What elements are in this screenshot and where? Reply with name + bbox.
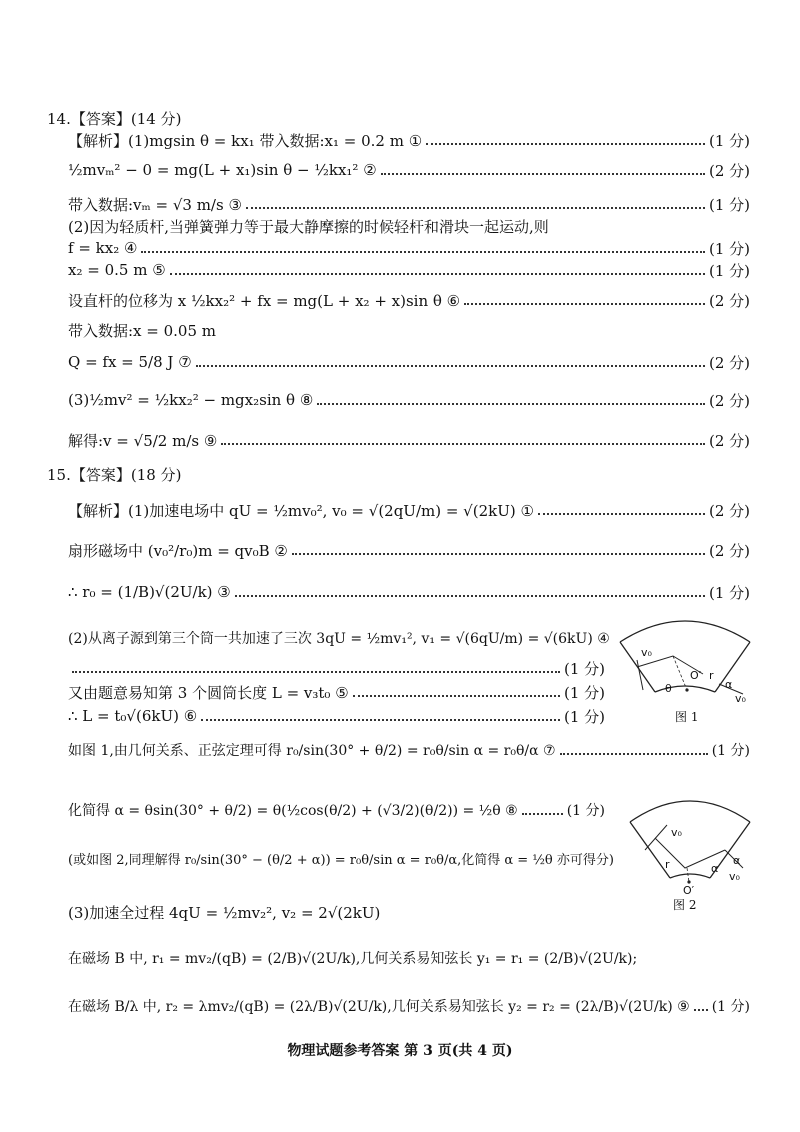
fig2-label-r: r [665,858,670,871]
q14-line-5: f = kx₂ ④ (1 分) [68,239,750,258]
dot-leader [201,719,560,721]
q14-line-9: Q = fx = 5/8 J ⑦ (2 分) [68,353,750,372]
q14-header: 14.【答案】(14 分) [47,109,182,128]
dot-leader [292,553,705,555]
dot-leader [221,443,705,445]
dot-leader [141,251,705,253]
dot-leader [72,671,560,673]
dot-leader [170,273,705,275]
q15-line-3: ∴ r₀ = (1/B)√(2U/k) ③ (1 分) [68,583,750,602]
q15-header: 15.【答案】(18 分) [47,465,182,484]
fig1-label-v0-right: v₀ [735,692,746,705]
q15-line-2: 扇形磁场中 (v₀²/r₀)m = qv₀B ② (2 分) [68,541,750,560]
fig1-label-o-prime: O′ [690,669,702,682]
q15-line-4: (2)从离子源到第三个筒一共加速了三次 3qU = ½mv₁², v₁ = √(6qU/m) = √(6kU) ④ [68,631,610,647]
fig2-label-v0-right: v₀ [729,870,740,883]
q15-line-1: 【解析】(1)加速电场中 qU = ½mv₀², v₀ = √(2qU/m) = √(2kU) ① (2 分) [68,501,750,520]
page-footer: 物理试题参考答案 第 3 页(共 4 页) [287,1043,513,1059]
q14-line-1: 【解析】(1)mgsin θ = kx₁ 带入数据:x₁ = 0.2 m ① (1 分) [68,131,750,150]
sector-diagram-1 [615,612,755,707]
q14-line-2: ½mvₘ² − 0 = mg(L + x₁)sin θ − ½kx₁² ② (2 分) [68,161,750,180]
fig2-caption: 图 2 [673,898,697,912]
fig1-caption: 图 1 [675,710,699,724]
q14-line-11: 解得:v = √5/2 m/s ⑨ (2 分) [68,431,750,450]
fig2-label-alpha: α [711,862,719,875]
fig1-label-alpha: α [725,678,733,691]
q14-line-6: x₂ = 0.5 m ⑤ (1 分) [68,261,750,280]
figure-1 [615,612,755,724]
q15-line-10: (或如图 2,同理解得 r₀/sin(30° − (θ/2 + α)) = r₀θ/sin α = r₀θ/α,化简得 α = ½θ 亦可得分) [68,852,614,868]
dot-leader [235,595,705,597]
q15-line-11: (3)加速全过程 4qU = ½mv₂², v₂ = 2√(2kU) [68,903,381,922]
q15-line-13: 在磁场 B/λ 中, r₂ = λmv₂/(qB) = (2λ/B)√(2U/k),几何关系易知弦长 y₂ = r₂ = (2λ/B)√(2U/k) ⑨ (1 分) [68,999,750,1015]
fig1-label-theta: θ [665,682,672,695]
dot-leader [381,173,705,175]
q14-line-3: 带入数据:vₘ = √3 m/s ③ (1 分) [68,195,750,214]
q15-line-6: 又由题意易知第 3 个圆筒长度 L = v₃t₀ ⑤ (1 分) [68,683,605,702]
dot-leader [522,813,563,815]
q14-line-4: (2)因为轻质杆,当弹簧弹力等于最大静摩擦的时候轻杆和滑块一起运动,则 [68,217,549,236]
q15-line-8: 如图 1,由几何关系、正弦定理可得 r₀/sin(30° + θ/2) = r₀θ/sin α = r₀θ/α ⑦ (1 分) [68,743,750,759]
dot-leader [196,365,705,367]
dot-leader [353,695,560,697]
q14-line-8: 带入数据:x = 0.05 m [68,321,217,340]
q15-line-9: 化简得 α = θsin(30° + θ/2) = θ(½cos(θ/2) + (√3/2)(θ/2)) = ½θ ⑧ (1 分) [68,803,605,819]
figure-2 [625,790,755,910]
dot-leader [694,1009,708,1011]
q14-line-10: (3)½mv² = ½kx₂² − mgx₂sin θ ⑧ (2 分) [68,391,750,410]
dot-leader [560,753,708,755]
fig2-label-o-prime: O′ [683,884,695,897]
dot-leader [464,303,705,305]
q15-line-7: ∴ L = t₀√(6kU) ⑥ (1 分) [68,707,605,726]
fig2-label-alpha-right: α [733,854,741,867]
q14-line-7: 设直杆的位移为 x ½kx₂² + fx = mg(L + x₂ + x)sin θ ⑥ (2 分) [68,291,750,310]
dot-leader [317,403,705,405]
q15-line-12: 在磁场 B 中, r₁ = mv₂/(qB) = (2/B)√(2U/k),几何关系易知弦长 y₁ = r₁ = (2/B)√(2U/k); [68,951,638,967]
q15-line-5: (1 分) [68,656,605,680]
dot-leader [538,513,705,515]
fig1-label-r: r [709,669,714,682]
fig1-label-v0-left: v₀ [641,646,652,659]
dot-leader [426,143,705,145]
dot-leader [246,207,705,209]
fig2-label-v0-left: v₀ [671,826,682,839]
